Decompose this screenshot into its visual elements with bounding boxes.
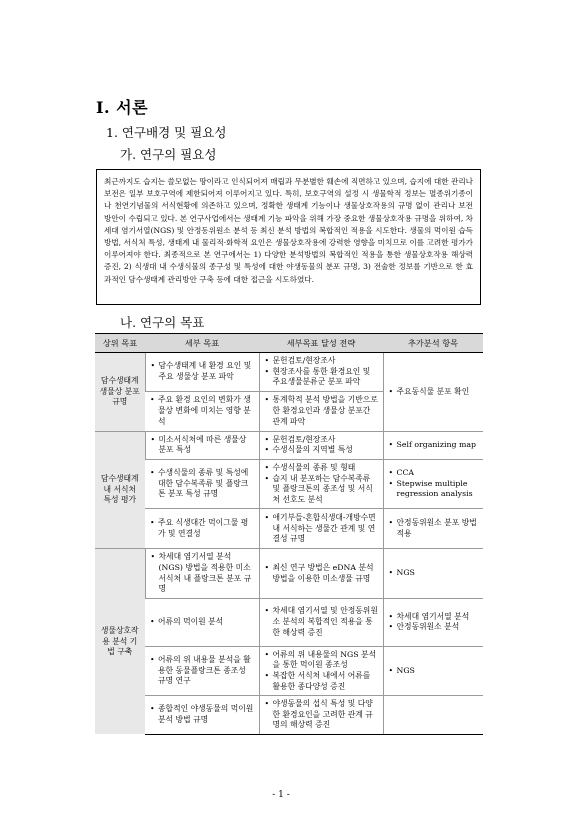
goal-cell — [145, 509, 259, 549]
goal-cell — [145, 391, 259, 431]
strategy-cell — [259, 353, 383, 392]
list-item: • 수생식물의 종류 및 특성에 대한 담수복족류 및 플랑크톤 분포 특성 규명 — [158, 468, 255, 500]
table-header-row — [95, 334, 483, 353]
table-row — [95, 696, 483, 735]
extra-cell — [383, 509, 483, 549]
category-cell: 생물상호작용 분석 기법 구축 — [95, 549, 145, 735]
strategy-cell — [259, 598, 383, 646]
extra-cell — [383, 549, 483, 598]
header-extra-analysis: 추가분석 항목 — [383, 334, 483, 353]
header-upper-goal: 상위 목표 — [95, 334, 145, 353]
table-row — [95, 549, 483, 598]
list-item: • 차세대 염기서열 및 안정동위원소 분석의 복합적인 적용을 통한 해상력 증진 — [273, 606, 379, 638]
subheading-need: 가. 연구의 필요성 — [120, 147, 217, 162]
list-item: • 담수생태계 내 환경 요인 및 주요 생물상 분포 파악 — [159, 361, 255, 382]
list-item: • 애기부들-혼합식생대-개방수면 내 서식하는 생물간 관계 및 연결성 규명 — [273, 513, 379, 545]
goal-cell — [145, 598, 259, 646]
list-item: • 주요 식생대간 먹이그물 평가 및 연결성 — [158, 518, 255, 539]
subsection-heading: 1. 연구배경 및 필요성 — [106, 125, 227, 140]
list-item: • Self organizing map — [397, 440, 480, 451]
list-item: • Stepwise multiple regression analysis — [397, 479, 480, 500]
strategy-cell — [259, 431, 383, 459]
strategy-cell — [259, 459, 383, 508]
list-item: • 주요 환경 요인의 변화가 생물상 변화에 미치는 영향 분석 — [158, 395, 255, 427]
table-row — [95, 431, 483, 459]
list-item: • NGS — [397, 568, 480, 579]
extra-cell — [383, 646, 483, 695]
header-detail-goal: 세부 목표 — [145, 334, 259, 353]
extra-cell — [383, 696, 483, 735]
goal-cell — [145, 646, 259, 695]
extra-cell — [383, 459, 483, 508]
list-item: • 안정동위원소 분석 — [397, 622, 480, 633]
list-item: • 차세대 염기서열 분석 — [397, 612, 480, 623]
list-item: • 안정동위원소 분포 방법 적용 — [397, 518, 480, 539]
list-item: • 차세대 염기서열 분석(NGS) 방법을 적용한 미소서식처 내 플랑크톤 분포 규명 — [159, 552, 255, 594]
header-strategy: 세부목표 달성 전략 — [259, 334, 383, 353]
list-item: • 종합적인 야생동물의 먹이원 분석 방법 규명 — [158, 704, 255, 725]
list-item: • 어류의 위 내용물의 NGS 분석을 통한 먹이원 종조성 — [273, 650, 379, 671]
strategy-cell — [259, 696, 383, 735]
extra-cell — [383, 431, 483, 459]
list-item: • 현장조사를 통한 환경요인 및 주요생물분류군 분포 파악 — [273, 367, 379, 388]
list-item: • 복잡한 서식처 내에서 어류를 활용한 종다양성 증진 — [273, 671, 379, 692]
goal-cell — [145, 696, 259, 735]
extra-cell — [383, 353, 483, 432]
strategy-cell — [259, 391, 383, 431]
list-item: • 통계학적 분석 방법을 기반으로 한 환경요인과 생물상 분포간 관계 파악 — [273, 395, 379, 427]
goal-cell — [145, 431, 259, 459]
table-body — [95, 353, 483, 735]
goal-cell — [145, 459, 259, 508]
page-number: - 1 - — [272, 790, 290, 800]
table-row — [95, 646, 483, 695]
goal-cell — [145, 353, 259, 392]
table-row — [95, 598, 483, 646]
list-item: • 문헌검토/현장조사 — [273, 435, 379, 446]
list-item: • 어류의 위 내용물 분석을 활용한 동물플랑크톤 종조성 규명 연구 — [158, 655, 255, 687]
table-row — [95, 353, 483, 392]
list-item: • 습지 내 분포하는 담수복족류 및 플랑크톤의 종조성 및 서식처 선호도 분석 — [273, 474, 379, 506]
intro-paragraph-box: 최근까지도 습지는 쓸모없는 땅이라고 인식되어져 매립과 무분별한 훼손에 직면하고 있으며, 습지에 대한 관리나 보전은 일부 보호구역에 제한되어져 이루어지고 있다. 특히, 보호구역의 설정 시 생물학적 정보는 멸종위기종이나 천연기념물의 서식현황에 의존하고 있으며, 정확한 생태계 기능이나 생물상호작용의 규명 없이 관리나 보전 방안이 수립되고 있다. 본 연구사업에서는 생태계 기능 파악을 위해 가장 중요한 생물상호작용 규명을 위하여, 차세대 염기서열(NGS) 및 안정동위원소 분석 등 최신 분석 방법의 복합적인 적용을 시도한다. 생물의 먹이원 습득 방법, 서식처 특성, 생태계 내 물리적·화학적 요인은 생물상호작용에 강력한 영향을 미치므로 이를 고려한 평가가 이루어져야 한다. 최종적으로 본 연구에서는 1) 다양한 분석방법의 복합적인 적용을 통한 생물상호작용 해상력 증진, 2) 식생대 내 수생식물의 종구성 및 특성에 대한 야생동물의 분포 규명, 3) 전술한 정보를 기반으로 한 효과적인 담수생태계 관리방안 구축 등에 대한 접근을 시도하였다. — [96, 169, 481, 305]
extra-cell — [383, 598, 483, 646]
list-item: • 미소서식처에 따른 생물상 분포 특성 — [159, 435, 255, 456]
list-item: • 야생동물의 섭식 특성 및 다양한 환경요인을 고려한 관계 규명의 해상력 증진 — [273, 699, 379, 731]
subheading-goals: 나. 연구의 목표 — [120, 315, 205, 330]
strategy-cell — [259, 549, 383, 598]
list-item: • CCA — [397, 468, 480, 479]
section-heading: Ⅰ. 서론 — [96, 98, 149, 117]
list-item: • 최신 연구 방법은 eDNA 분석 방법을 이용한 미소생물 규명 — [273, 563, 379, 584]
list-item: • 주요동식물 분포 확인 — [397, 387, 480, 398]
category-cell: 담수생태계 생물상 분포 규명 — [95, 353, 145, 432]
strategy-cell — [259, 509, 383, 549]
list-item: • 수생식물의 종류 및 형태 — [273, 463, 379, 474]
goal-cell — [145, 549, 259, 598]
goals-table — [95, 333, 483, 735]
category-cell: 담수생태계 내 서식처 특성 평가 — [95, 431, 145, 549]
list-item: • NGS — [397, 666, 480, 677]
table-row — [95, 509, 483, 549]
list-item: • 어류의 먹이원 분석 — [158, 617, 255, 628]
list-item: • 수생식물의 지역별 특성 — [273, 445, 379, 456]
table-row — [95, 459, 483, 508]
list-item: • 문헌검토/현장조사 — [273, 356, 379, 367]
strategy-cell — [259, 646, 383, 695]
